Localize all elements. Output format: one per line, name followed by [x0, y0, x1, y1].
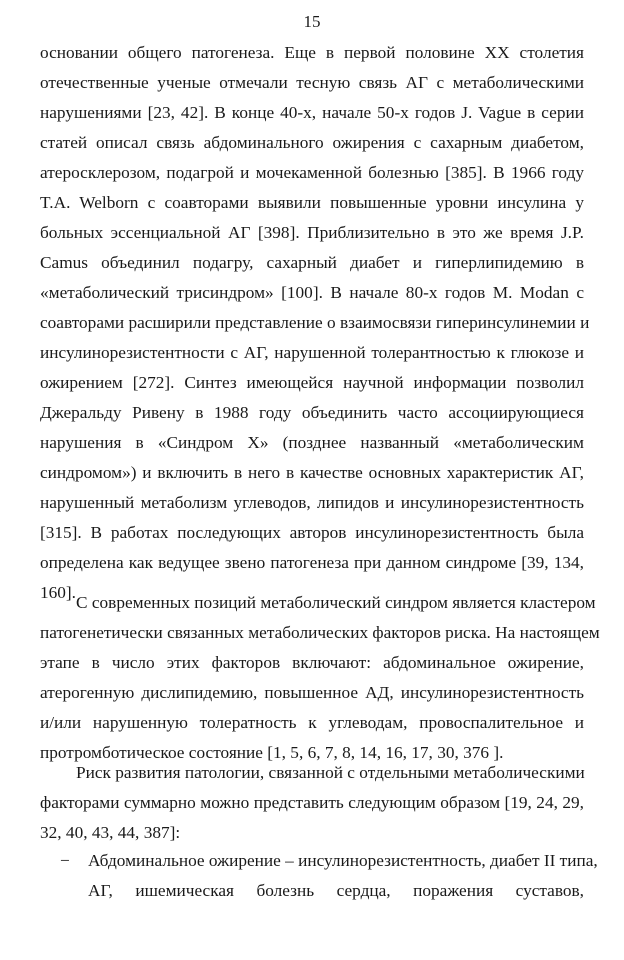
- text-line: протромботическое состояние [1, 5, 6, 7, 8, 14, 16, 17, 30, 376 ].: [40, 743, 504, 762]
- text-line: статей описал связь абдоминального ожирения с сахарным диабетом,: [40, 133, 584, 152]
- text-line: «метаболический трисиндром» [100]. В начале 80-х годов M. Modan с: [40, 283, 584, 302]
- text-line: атеросклерозом, подагрой и мочекаменной болезнью [385]. В 1966 году: [40, 163, 584, 182]
- text-line: T.A. Welborn с соавторами выявили повышенные уровни инсулина у: [40, 193, 584, 212]
- text-line: основании общего патогенеза. Еще в первой половине XX столетия: [40, 43, 584, 62]
- paragraph-risk: [40, 758, 584, 848]
- text-line: патогенетически связанных метаболических факторов риска. На настоящем: [40, 623, 600, 642]
- text-line: отечественные ученые отмечали тесную связь АГ с метаболическими: [40, 73, 584, 92]
- text-line: нарушенный метаболизм углеводов, липидов и инсулинорезистентность: [40, 493, 584, 512]
- bullet-dash-icon: −: [60, 851, 70, 870]
- bullet-list: [40, 846, 598, 906]
- text-line: [315]. В работах последующих авторов инсулинорезистентность была: [40, 523, 584, 542]
- text-line: Джеральду Ривену в 1988 году объединить часто ассоциирующиеся: [40, 403, 584, 422]
- text-line: факторами суммарно можно представить следующим образом [19, 24, 29,: [40, 793, 584, 812]
- text-line: 32, 40, 43, 44, 387]:: [40, 823, 181, 842]
- text-line: этапе в число этих факторов включают: абдоминальное ожирение,: [40, 653, 584, 672]
- paragraph-history: [40, 38, 590, 608]
- text-line: больных эссенциальной АГ [398]. Приблизительно в это же время J.P.: [40, 223, 584, 242]
- text-line: и/или нарушенную толератность к углеводам, провоспалительное и: [40, 713, 584, 732]
- text-line: С современных позиций метаболический синдром является кластером: [76, 593, 596, 612]
- text-line: синдромом») и включить в него в качестве основных характеристик АГ,: [40, 463, 584, 482]
- text-line: атерогенную дислипидемию, повышенное АД, инсулинорезистентность: [40, 683, 584, 702]
- page-number: 15: [303, 12, 321, 31]
- text-line: 160].: [40, 583, 76, 602]
- text-line: определена как ведущее звено патогенеза при данном синдроме [39, 134,: [40, 553, 584, 572]
- text-line: Риск развития патологии, связанной с отдельными метаболическими: [76, 763, 585, 782]
- text-line: АГ, ишемическая болезнь сердца, поражения суставов,: [88, 881, 584, 900]
- text-line: соавторами расширили представление о взаимосвязи гиперинсулинемии и: [40, 313, 590, 332]
- text-line: ожирением [272]. Синтез имеющейся научной информации позволил: [40, 373, 584, 392]
- text-line: Абдоминальное ожирение – инсулинорезистентность, диабет II типа,: [88, 851, 598, 870]
- list-item: [40, 846, 598, 906]
- text-line: Camus объединил подагру, сахарный диабет и гиперлипидемию в: [40, 253, 584, 272]
- text-line: нарушениями [23, 42]. В конце 40-х, начале 50-х годов J. Vague в серии: [40, 103, 584, 122]
- text-line: инсулинорезистентности с АГ, нарушенной толерантностью к глюкозе и: [40, 343, 584, 362]
- paragraph-modern-view: [40, 588, 600, 768]
- text-line: нарушения в «Синдром Х» (позднее названный «метаболическим: [40, 433, 584, 452]
